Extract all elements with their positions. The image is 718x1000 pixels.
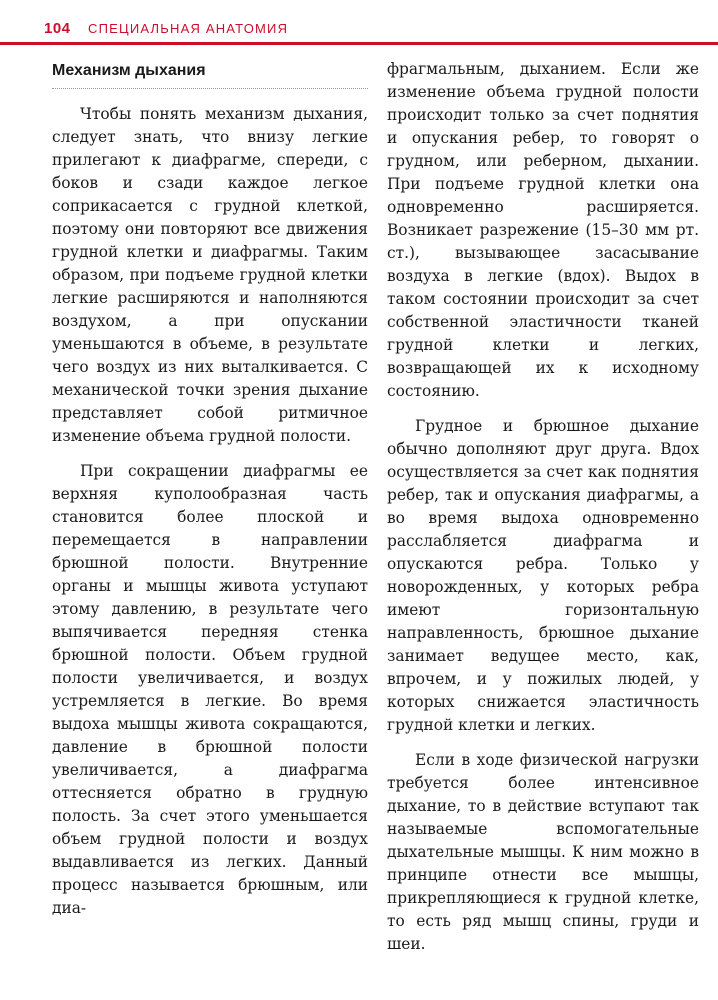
paragraph: Грудное и брюшное дыхание обычно дополняют друг друга. Вдох осуществляется за счет как поднятия ребер, так и опускания диафрагмы, а во время выдоха одновременно расслабляется диафрагма и опускаются ребра. Только у новорожденных, у которых ребра имеют горизонтальную направленность, брюшное дыхание занимает ведущее место, как, впрочем, и у пожилых людей, у которых снижается эластичность грудной клетки и легких. <box>387 417 699 734</box>
page-number: 104 <box>44 20 71 37</box>
right-column <box>387 58 699 956</box>
left-column <box>52 60 368 920</box>
section-title: Механизм дыхания <box>52 60 368 89</box>
running-title: СПЕЦИАЛЬНАЯ АНАТОМИЯ <box>88 21 289 36</box>
paragraph: фрагмальным, дыханием. Если же изменение объема грудной полости происходит только за счет поднятия и опускания ребер, то говорят о грудном, или реберном, дыхании. При подъеме грудной клетки она одновременно расширяется. Возникает разрежение (15–30 мм рт. ст.), вызывающее засасывание воздуха в легкие (вдох). Выдох в таком состоянии происходит за счет собственной эластичности тканей грудной клетки и легких, возвращающей их к исходному состоянию. <box>387 60 699 400</box>
page-header <box>0 0 718 50</box>
paragraph: Если в ходе физической нагрузки требуется более интенсивное дыхание, то в действие вступают так называемые вспомогательные дыхательные мышцы. К ним можно в принципе отнести все мышцы, прикрепляющиеся к грудной клетке, то есть ряд мышц спины, груди и шеи. <box>387 751 699 953</box>
header-rule <box>0 42 718 45</box>
paragraph: Чтобы понять механизм дыхания, следует знать, что внизу легкие прилегают к диафрагме, спереди, с боков и сзади каждое легкое соприкасается с грудной клеткой, поэтому они повторяют все движения грудной клетки и диафрагмы. Таким образом, при подъеме грудной клетки легкие расширяются и наполняются воздухом, а при опускании уменьшаются в объеме, в результате чего воздух из них выталкивается. С механической точки зрения дыхание представляет собой ритмичное изменение объема грудной полости. <box>52 105 368 445</box>
paragraph: При сокращении диафрагмы ее верхняя куполообразная часть становится более плоской и перемещается в направлении брюшной полости. Внутренние органы и мышцы живота уступают этому давлению, в результате чего выпячивается передняя стенка брюшной полости. Объем грудной полости увеличивается, и воздух устремляется в легкие. Во время выдоха мышцы живота сокращаются, давление в брюшной полости увеличивается, а диафрагма оттесняется обратно в грудную полость. За счет этого уменьшается объем грудной полости и воздух выдавливается из легких. Данный процесс называется брюшным, или диа- <box>52 462 368 917</box>
